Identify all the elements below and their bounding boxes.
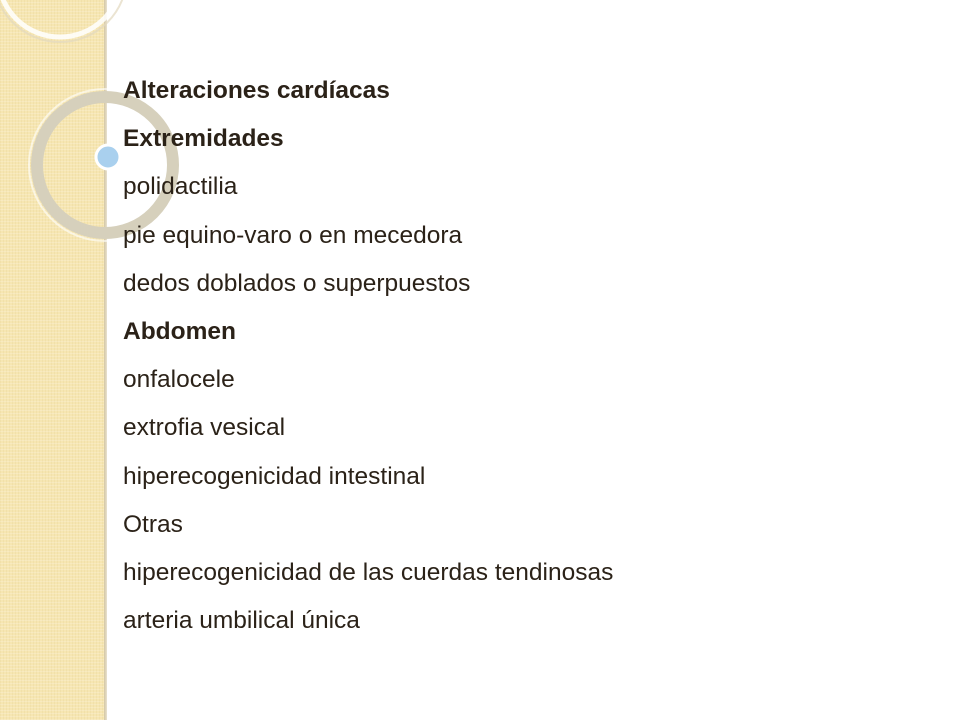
item-arteria-umbilical: arteria umbilical única [123,607,360,635]
item-polidactilia: polidactilia [123,173,238,201]
heading-alteraciones-cardiacas: Alteraciones cardíacas [123,77,390,104]
heading-otras: Otras [123,510,183,538]
item-extrofia-vesical: extrofia vesical [123,414,286,442]
bullet-dot-icon [96,145,120,169]
heading-extremidades: Extremidades [123,125,284,153]
item-pie-equino-varo: pie equino-varo o en mecedora [123,221,463,249]
item-dedos-doblados: dedos doblados o superpuestos [123,269,471,297]
item-cuerdas-tendinosas: hiperecogenicidad de las cuerdas tendinosas [123,559,614,587]
outer-ring-top [0,0,122,37]
heading-abdomen: Abdomen [123,318,236,346]
item-onfalocele: onfalocele [123,366,235,394]
slide-body [123,67,923,645]
item-hiperecogenicidad-intestinal: hiperecogenicidad intestinal [123,462,426,490]
